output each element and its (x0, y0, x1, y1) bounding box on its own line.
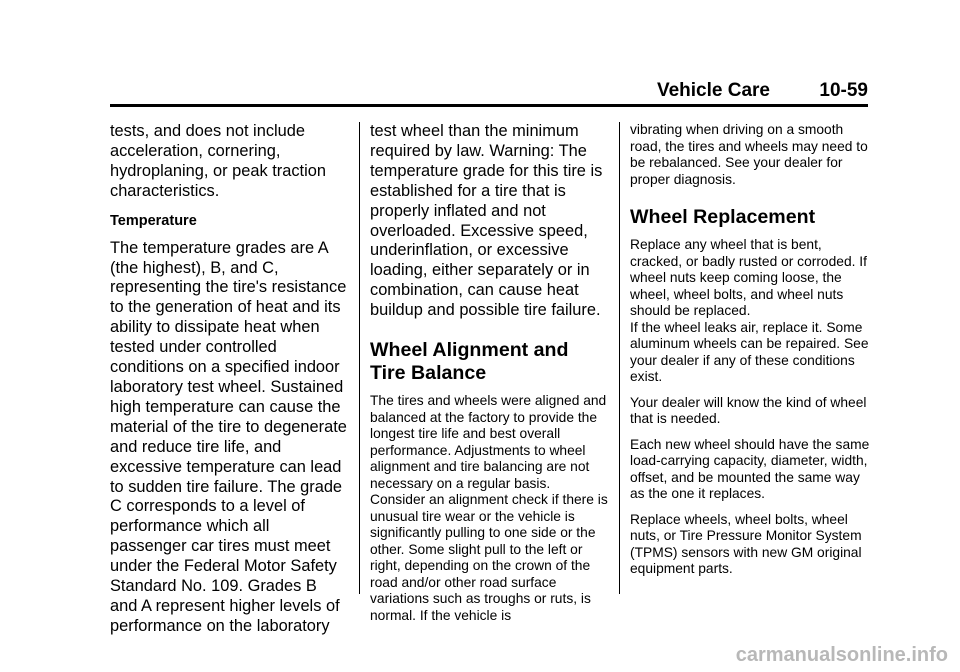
paragraph: The tires and wheels were aligned and balanced at the factory to provide the longest tire life and best overall performance. Adjustments to wheel alignment and tire balancing are not necessary on a regular basis. Consider an alignment check if there is unusual tire wear or the vehicle is significantly pulling to one side or the other. Some slight pull to the left or right, depending on the crown of the road and/or other road surface variations such as troughs or ruts, is normal. If the vehicle is (370, 393, 608, 623)
column-divider (619, 122, 620, 594)
paragraph: The temperature grades are A (the highest), B, and C, representing the tire's resistance to the generation of heat and its ability to dissipate heat when tested under controlled conditions on a specified indoor laboratory test wheel. Sustained high temperature can cause the material of the tire to degenerate and reduce tire life, and excessive temperature can lead to sudden tire failure. The grade C corresponds to a level of performance which all passenger car tires must meet under the Federal Motor Safety Standard No. 109. Grades B and A represent higher levels of performance on the laboratory (110, 238, 347, 635)
heading-wheel-replacement: Wheel Replacement (630, 206, 816, 228)
watermark: carmanualsonline.info (735, 644, 948, 666)
header-rule (110, 104, 868, 107)
page-header (110, 80, 868, 104)
paragraph: Replace wheels, wheel bolts, wheel nuts, or Tire Pressure Monitor System (TPMS) sensors with new GM original equipment parts. (630, 511, 862, 576)
paragraph: If the wheel leaks air, replace it. Some aluminum wheels can be repaired. See your dealer if any of these conditions exist. (630, 319, 869, 384)
paragraph: vibrating when driving on a smooth road, the tires and wheels may need to be rebalanced. See your dealer for proper diagnosis. (630, 122, 868, 187)
paragraph: Your dealer will know the kind of wheel that is needed. (630, 394, 867, 426)
subheading-temperature: Temperature (110, 212, 197, 229)
paragraph: tests, and does not include acceleration, cornering, hydroplaning, or peak traction characteristics. (110, 122, 326, 200)
column-2 (370, 122, 608, 633)
paragraph: Replace any wheel that is bent, cracked, or badly rusted or corroded. If wheel nuts keep coming loose, the wheel, wheel bolts, and wheel nuts should be replaced. (630, 237, 867, 318)
paragraph: test wheel than the minimum required by law. Warning: The temperature grade for this tire is established for a tire that is properly inflated and not overloaded. Excessive speed, underinflation, or excessive loading, either separately or in combination, can cause heat buildup and possible tire failure. (370, 122, 603, 320)
column-1 (110, 122, 348, 647)
page-number: 10-59 (819, 80, 868, 101)
section-title: Vehicle Care (656, 80, 770, 101)
column-3 (630, 122, 870, 587)
column-divider (359, 122, 360, 594)
heading-wheel-alignment: Wheel Alignment and Tire Balance (370, 339, 569, 385)
paragraph: Each new wheel should have the same load-carrying capacity, diameter, width, offset, and be mounted the same way as the one it replaces. (630, 436, 870, 501)
